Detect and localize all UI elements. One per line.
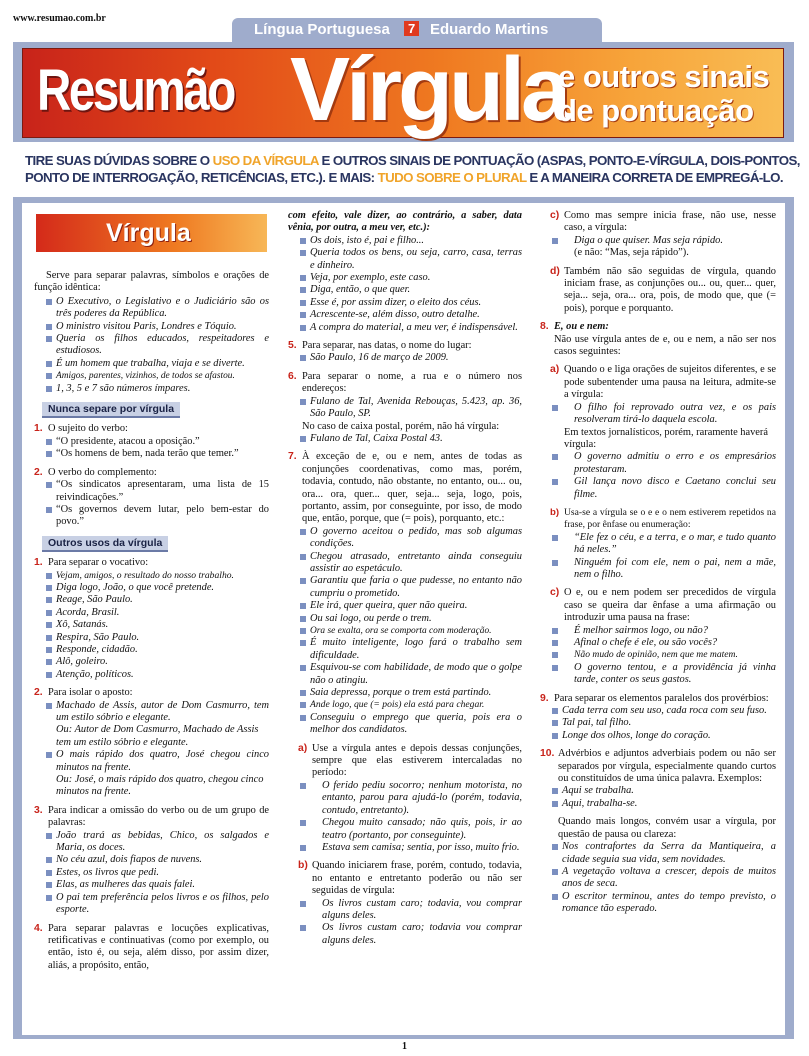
example: Vejam, amigos, o resultado do nosso trabalho. xyxy=(34,570,269,582)
example: João trará as bebidas, Chico, os salgados e Maria, os doces. xyxy=(34,830,269,855)
example: 1, 3, 5 e 7 são números ímpares. xyxy=(34,383,269,395)
example: “Os sindicatos apresentaram, uma lista de 15 reivindicações.” xyxy=(34,479,269,504)
item-letter: c) xyxy=(550,210,560,221)
example: Diga o que quiser. Mas seja rápido. xyxy=(540,235,776,247)
example: Elas, as mulheres das quais falei. xyxy=(34,879,269,891)
intro-text xyxy=(25,152,800,186)
item-text: Para separar os elementos paralelos dos provérbios: xyxy=(554,692,769,704)
list-item xyxy=(288,451,522,525)
item-text: Para isolar o aposto: xyxy=(48,687,133,699)
sub-item xyxy=(288,743,522,780)
example: A compra do material, a meu ver, é indispensável. xyxy=(288,322,522,334)
example: No céu azul, dois fiapos de nuvens. xyxy=(34,854,269,866)
example: Atenção, políticos. xyxy=(34,669,269,681)
list-item xyxy=(34,467,269,479)
item-text: Para separar palavras e locuções explicativas, retificativas e continuativas (como por exemplo, ou então, isto é, ou seja, além disso, por assim dizer, aliás, a propósito, então, xyxy=(48,922,269,971)
example: “Os governos devem lutar, pelo bem-estar do povo.” xyxy=(34,504,269,529)
example: Afinal o chefe é ele, ou são vocês? xyxy=(540,637,776,649)
example: Alô, goleiro. xyxy=(34,656,269,668)
item-text: Para separar, nas datas, o nome do lugar: xyxy=(302,340,472,352)
intro-part: TIRE SUAS DÚVIDAS SOBRE O xyxy=(25,153,213,168)
example: Tal pai, tal filho. xyxy=(540,717,776,729)
note: (e não: “Mas, seja rápido”). xyxy=(574,247,689,259)
example: Nos contrafortes da Serra da Mantiqueira, a cidade seguia sua vida, sem novidades. xyxy=(540,841,776,866)
note: Quando mais longos, convém usar a vírgula, por questão de pausa ou clareza: xyxy=(558,816,776,840)
page-title: Vírgula xyxy=(290,40,568,140)
example: Acorda, Brasil. xyxy=(34,607,269,619)
column-1 xyxy=(34,210,269,972)
example: Amigos, parentes, vizinhos, de todos se afastou. xyxy=(34,370,269,382)
item-letter: a) xyxy=(550,364,560,376)
example: Aqui se trabalha. xyxy=(540,785,776,797)
example: O escritor terminou, antes do tempo previsto, o romance tão esperado. xyxy=(540,891,776,916)
example: O pai tem preferência pelos livros e os filhos, pelo esporte. xyxy=(34,892,269,917)
example: Os dois, isto é, pai e filho... xyxy=(288,235,522,247)
continued-text: com efeito, vale dizer, ao contrário, a saber, data vênia, por outra, a meu ver, etc.): xyxy=(288,210,522,234)
example: Fulano de Tal, Avenida Rebouças, 5.423, ap. 36, São Paulo, SP. xyxy=(288,396,522,421)
example: Machado de Assis, autor de Dom Casmurro, tem um estilo sóbrio e elegante. xyxy=(34,700,269,725)
example: O governo aceitou o pedido, mas sob algumas condições. xyxy=(288,526,522,551)
example: O ferido pediu socorro; nenhum motorista, no entanto, parou para ajudá-lo (porém, todavia, contudo, entretanto). xyxy=(288,780,522,817)
page-number: 1 xyxy=(402,1041,407,1052)
list-item xyxy=(540,693,776,705)
list-item xyxy=(34,687,269,699)
example: Veja, por exemplo, este caso. xyxy=(288,272,522,284)
subtitle-line-2: de pontuação xyxy=(558,93,754,128)
item-text: E, ou e nem: xyxy=(554,321,609,333)
example: Xô, Satanás. xyxy=(34,619,269,631)
example: Respira, São Paulo. xyxy=(34,632,269,644)
paragraph: Serve para separar palavras, símbolos e orações de função idêntica: xyxy=(34,270,269,294)
example: Estava sem camisa; sentia, por isso, muito frio. xyxy=(288,842,522,854)
sub-item xyxy=(288,860,522,897)
paragraph: Não use vírgula antes de e, ou e nem, a não ser nos casos seguintes: xyxy=(554,333,776,358)
intro-part: E OUTROS SINAIS DE PONTUAÇÃO (ASPAS, PONTO-E-VÍRGULA, DOIS-PONTOS, xyxy=(318,153,800,168)
example: “Ele fez o céu, e a terra, e o mar, e tudo quanto há neles.” xyxy=(540,532,776,557)
item-text: Também não são seguidas de vírgula, quando iniciam frase, as conjunções ou... ou, quer... quer, seja... seja, ora... ora, pois, de modo que, que (= pois), porque e porquanto. xyxy=(564,265,776,314)
item-number: 1. xyxy=(34,557,43,569)
item-number: 3. xyxy=(34,804,43,816)
item-letter: c) xyxy=(550,587,560,599)
item-number: 2. xyxy=(34,687,43,699)
intro-part: E A MANEIRA CORRETA DE EMPREGÁ-LO. xyxy=(526,170,784,185)
list-item xyxy=(288,371,522,396)
example: O governo admitiu o erro e os empresários protestaram. xyxy=(540,451,776,476)
list-item xyxy=(288,340,522,352)
example: Ou sai logo, ou perde o trem. xyxy=(288,613,522,625)
sub-item xyxy=(540,266,776,316)
note: Ou: José, o mais rápido dos quatro, chegou cinco minutos na frente. xyxy=(56,774,264,798)
sub-item xyxy=(540,364,776,401)
example: É muito inteligente, logo fará o trabalho sem dificuldade. xyxy=(288,637,522,662)
example: Queria os filhos educados, respeitadores e estudiosos. xyxy=(34,333,269,358)
item-text: À exceção de e, ou e nem, antes de todas as conjunções coordenativas, como mas, porém, todavia, contudo, não obstante, no entanto, ou... ou, ora... ora, quer... quer, seja... seja, logo, pois, portanto, assim, por conseguinte, por isso, de modo que, então, porque, que (= pois), porquanto, etc.: xyxy=(302,451,522,525)
example: É um homem que trabalha, viaja e se diverte. xyxy=(34,358,269,370)
example: É melhor sairmos logo, ou não? xyxy=(540,625,776,637)
column-3 xyxy=(540,210,776,916)
example: “Os homens de bem, nada terão que temer.” xyxy=(34,448,269,460)
example: O governo tentou, e a providência já vinha tarde, conter os seus gastos. xyxy=(540,662,776,687)
example: Chegou muito cansado; não quis, pois, ir ao teatro (portanto, por conseguinte). xyxy=(288,817,522,842)
item-number: 5. xyxy=(288,340,297,352)
item-text: Para indicar a omissão do verbo ou de um grupo de palavras: xyxy=(48,804,269,829)
example: A vegetação voltava a crescer, depois de muitos anos de seca. xyxy=(540,866,776,891)
item-letter: d) xyxy=(550,265,560,277)
item-number: 9. xyxy=(540,692,549,704)
item-letter: b) xyxy=(298,860,308,872)
example: O filho foi reprovado outra vez, e os pais resolveram tirá-lo daquela escola. xyxy=(540,402,776,427)
item-letter: a) xyxy=(298,742,308,754)
example: Diga logo, João, o que você pretende. xyxy=(34,582,269,594)
item-text: O sujeito do verbo: xyxy=(48,423,128,435)
subsection-heading: Outros usos da vírgula xyxy=(42,536,168,552)
example: Longe dos olhos, longe do coração. xyxy=(540,730,776,742)
note: No caso de caixa postal, porém, não há vírgula: xyxy=(302,420,500,432)
example: Conseguiu o emprego que queria, pois era o melhor dos candidatos. xyxy=(288,712,522,737)
item-text: Use a vírgula antes e depois dessas conjunções, sempre que elas estiverem intercaladas no período: xyxy=(312,742,522,779)
intro-part: PONTO DE INTERROGAÇÃO, RETICÊNCIAS, ETC.). E MAIS: xyxy=(25,170,378,185)
example: Reage, São Paulo. xyxy=(34,594,269,606)
example: Ninguém foi com ele, nem o pai, nem a mãe, nem o filho. xyxy=(540,557,776,582)
item-text: Para separar o vocativo: xyxy=(48,557,149,569)
item-number: 10. xyxy=(540,748,555,760)
example: Os livros custam caro; todavia, vou comprar alguns deles. xyxy=(288,898,522,923)
example: Diga, então, o que quer. xyxy=(288,284,522,296)
item-number: 1. xyxy=(34,423,43,435)
item-text: Como mas sempre inicia frase, não use, nesse caso, a vírgula: xyxy=(564,210,776,234)
example: O mais rápido dos quatro, José chegou cinco minutos na frente. xyxy=(34,749,269,774)
list-item xyxy=(34,923,269,973)
example: Garantiu que faria o que pudesse, no entanto não cumpriu o prometido. xyxy=(288,575,522,600)
item-number: 2. xyxy=(34,466,43,478)
example: Acrescente-se, além disso, outro detalhe. xyxy=(288,309,522,321)
item-text: O e, ou e nem podem ser precedidos de vírgula caso se queira dar ênfase a uma afirmação ou introduzir uma pausa na frase: xyxy=(564,587,776,624)
example: Queria todos os bens, ou seja, carro, casa, terras e dinheiro. xyxy=(288,247,522,272)
list-item xyxy=(34,557,269,569)
guide-number: 7 xyxy=(404,21,419,36)
item-text: Advérbios e adjuntos adverbiais podem ou não ser separados por vírgula, especialmente quando curtos ou constituídos de uma única palavra. Exemplos: xyxy=(558,748,776,785)
column-2 xyxy=(288,210,522,947)
site-url[interactable]: www.resumao.com.br xyxy=(13,13,106,24)
item-number: 4. xyxy=(34,922,43,934)
example: Saia depressa, porque o trem está partindo. xyxy=(288,687,522,699)
example: Chegou atrasado, entretanto ainda conseguiu assistir ao espetáculo. xyxy=(288,551,522,576)
list-item xyxy=(34,423,269,435)
note: Em textos jornalísticos, porém, raramente haverá vírgula: xyxy=(564,426,768,450)
example: Esse é, por assim dizer, o eleito dos céus. xyxy=(288,297,522,309)
example: Ande logo, que (= pois) ela está para chegar. xyxy=(288,699,522,711)
brand-logo: Resumão xyxy=(37,58,234,123)
example: Fulano de Tal, Caixa Postal 43. xyxy=(288,433,522,445)
example: Ora se exalta, ora se comporta com moderação. xyxy=(288,625,522,637)
sub-item xyxy=(540,210,776,235)
section-heading: Vírgula xyxy=(36,214,267,252)
list-item xyxy=(540,321,776,333)
item-text: Para separar o nome, a rua e o número nos endereços: xyxy=(302,370,522,395)
example: “O presidente, atacou a oposição.” xyxy=(34,436,269,448)
example: Cada terra com seu uso, cada roca com seu fuso. xyxy=(540,705,776,717)
item-text: Usa-se a vírgula se o e e o nem estiverem repetidos na frase, por ênfase ou enumeração: xyxy=(564,506,776,531)
intro-highlight: USO DA VÍRGULA xyxy=(212,153,319,168)
example: Ele irá, quer queira, quer não queira. xyxy=(288,600,522,612)
title-banner xyxy=(22,40,784,140)
item-number: 6. xyxy=(288,370,297,382)
item-letter: b) xyxy=(550,506,560,518)
example: Não mudo de opinião, nem que me matem. xyxy=(540,649,776,661)
example: São Paulo, 16 de março de 2009. xyxy=(288,352,522,364)
list-item xyxy=(34,805,269,830)
subtitle-line-1: e outros sinais xyxy=(558,59,770,94)
item-text: O verbo do complemento: xyxy=(48,466,157,478)
list-item xyxy=(540,748,776,785)
item-text: Quando o e liga orações de sujeitos diferentes, e se pode subentender uma pausa na leitura, admite-se a vírgula: xyxy=(564,364,776,401)
example: Aqui, trabalha-se. xyxy=(540,798,776,810)
example: Esquivou-se com habilidade, de modo que o golpe não o atingiu. xyxy=(288,662,522,687)
note: Ou: Autor de Dom Casmurro, Machado de Assis tem um estilo sóbrio e elegante. xyxy=(56,724,259,748)
example: O Executivo, o Legislativo e o Judiciário são os três poderes da República. xyxy=(34,296,269,321)
example: Responde, cidadão. xyxy=(34,644,269,656)
example: Os livros custam caro; todavia vou comprar alguns deles. xyxy=(288,922,522,947)
author-label: Eduardo Martins xyxy=(430,21,549,38)
item-number: 8. xyxy=(540,321,549,333)
item-text: Quando iniciarem frase, porém, contudo, todavia, no entanto e entretanto poderão ou não ser seguidas de vírgula: xyxy=(312,860,522,897)
subsection-heading: Nunca separe por vírgula xyxy=(42,402,180,418)
example: O ministro visitou Paris, Londres e Tóquio. xyxy=(34,321,269,333)
example: Estes, os livros que pedi. xyxy=(34,867,269,879)
example: Gil lança novo disco e Caetano conclui seu filme. xyxy=(540,476,776,501)
item-number: 7. xyxy=(288,451,297,463)
intro-highlight: TUDO SOBRE O PLURAL xyxy=(377,170,527,185)
sub-item xyxy=(540,507,776,532)
sub-item xyxy=(540,587,776,624)
subject-label: Língua Portuguesa xyxy=(254,21,390,38)
